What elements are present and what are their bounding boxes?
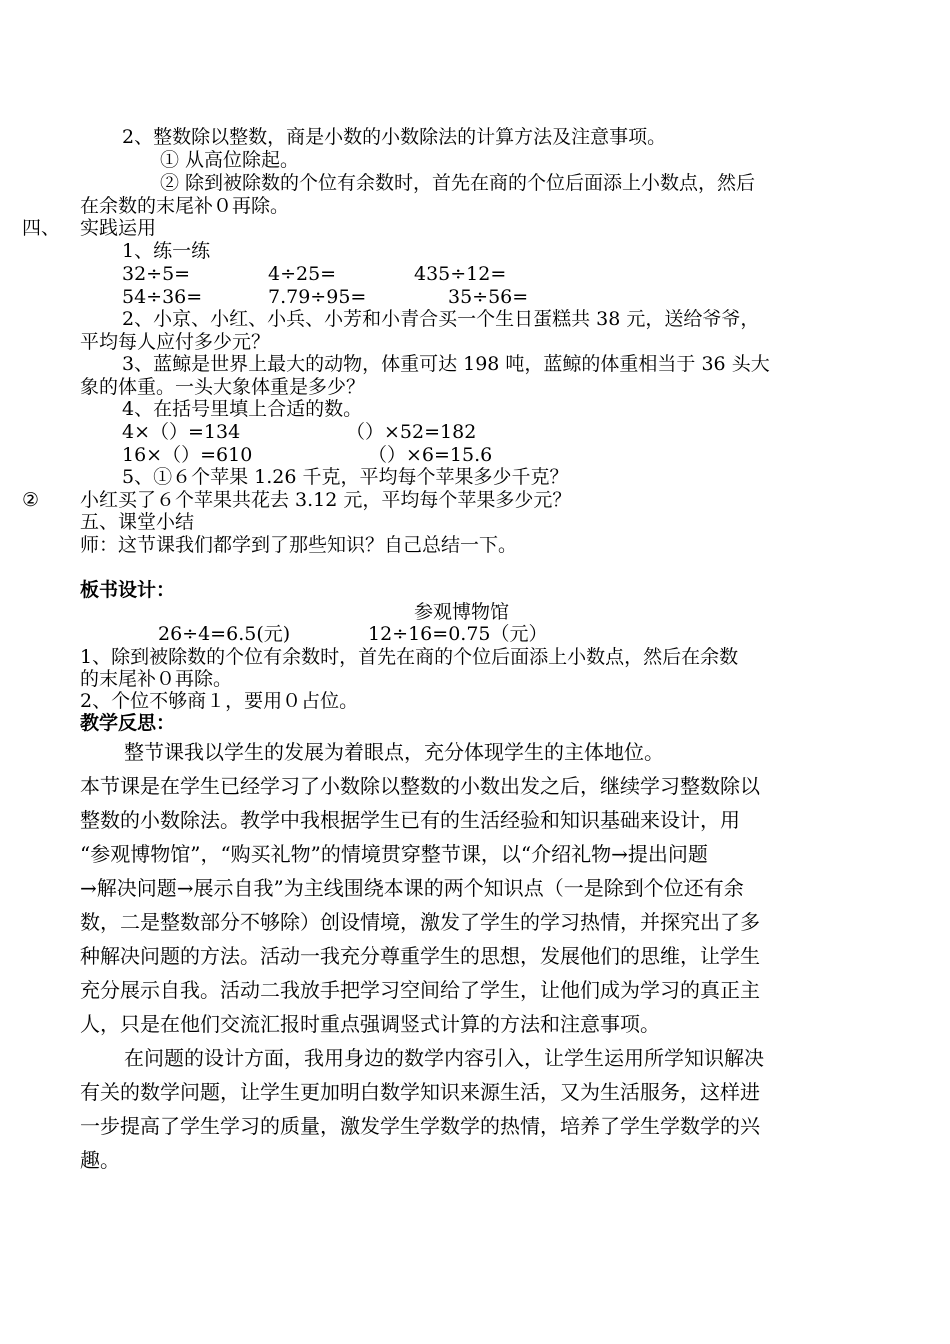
board-note-1-line-1: 1、除到被除数的个位有余数时，首先在商的个位后面添上小数点，然后在余数 <box>80 646 739 668</box>
reflection-line: 种解决问题的方法。活动一我充分尊重学生的思想，发展他们的思维，让学生 <box>80 944 760 968</box>
class-summary-title: 五、课堂小结 <box>80 511 195 533</box>
section-4-marker: 四、 <box>22 217 61 239</box>
exercise-1-item: 54÷36= <box>122 286 203 308</box>
exercise-1-title: 1、练一练 <box>122 240 211 262</box>
exercise-1-item: 7.79÷95= <box>268 286 367 308</box>
board-note-1-line-2: 的末尾补０再除。 <box>80 668 233 690</box>
section-4-title: 实践运用 <box>80 217 157 239</box>
exercise-4-item: 16×（）=610 <box>122 444 253 466</box>
exercise-1-item: 4÷25= <box>268 263 337 285</box>
exercise-5-marker: ② <box>22 489 40 511</box>
method-point-2-title: 2、整数除以整数，商是小数的小数除法的计算方法及注意事项。 <box>122 126 667 148</box>
exercise-2-line-1: 2、小京、小红、小兵、小芳和小青合买一个生日蛋糕共 38 元，送给爷爷， <box>122 308 760 330</box>
class-summary-text: 师：这节课我们都学到了那些知识？自己总结一下。 <box>80 534 518 556</box>
reflection-line: “参观博物馆”，“购买礼物”的情境贯穿整节课，以“介绍礼物→提出问题 <box>80 842 708 866</box>
reflection-line: 趣。 <box>80 1148 120 1172</box>
exercise-4-item: （）×6=15.6 <box>368 444 493 466</box>
exercise-5-line-1: 5、①６个苹果 1.26 千克，平均每个苹果多少千克？ <box>122 466 569 488</box>
reflection-line: 一步提高了学生学习的质量，激发学生学数学的热情，培养了学生学数学的兴 <box>80 1114 760 1138</box>
board-heading: 板书设计： <box>80 579 176 601</box>
reflection-line: 整数的小数除法。教学中我根据学生已有的生活经验和知识基础来设计，用 <box>80 808 740 832</box>
board-equation-1: 26÷4=6.5(元) <box>158 623 291 645</box>
exercise-3-line-1: 3、蓝鲸是世界上最大的动物，体重可达 198 吨，蓝鲸的体重相当于 36 头大 <box>122 353 770 375</box>
method-step-2-line-1: ② 除到被除数的个位有余数时，首先在商的个位后面添上小数点，然后 <box>160 172 756 194</box>
reflection-line: 整节课我以学生的发展为着眼点，充分体现学生的主体地位。 <box>124 740 664 764</box>
exercise-4-title: 4、在括号里填上合适的数。 <box>122 398 363 420</box>
exercise-4-item: 4×（）=134 <box>122 421 241 443</box>
method-step-1: ① 从高位除起。 <box>160 149 300 171</box>
exercise-4-item: （）×52=182 <box>346 421 477 443</box>
reflection-heading: 教学反思： <box>80 712 176 734</box>
reflection-line: 数，二是整数部分不够除）创设情境，激发了学生的学习热情，并探究出了多 <box>80 910 760 934</box>
board-note-2: 2、个位不够商１，要用０占位。 <box>80 690 359 712</box>
board-equation-2: 12÷16=0.75（元） <box>368 623 548 645</box>
reflection-line: →解决问题→展示自我”为主线围绕本课的两个知识点（一是除到个位还有余 <box>80 876 744 900</box>
exercise-2-line-2: 平均每人应付多少元？ <box>80 331 271 353</box>
exercise-5-line-2: 小红买了６个苹果共花去 3.12 元，平均每个苹果多少元？ <box>80 489 572 511</box>
reflection-line: 在问题的设计方面，我用身边的数学内容引入，让学生运用所学知识解决 <box>124 1046 764 1070</box>
exercise-1-item: 435÷12= <box>414 263 507 285</box>
reflection-line: 人，只是在他们交流汇报时重点强调竖式计算的方法和注意事项。 <box>80 1012 660 1036</box>
method-step-2-line-2: 在余数的末尾补０再除。 <box>80 195 290 217</box>
exercise-3-line-2: 象的体重。一头大象体重是多少？ <box>80 376 366 398</box>
reflection-line: 本节课是在学生已经学习了小数除以整数的小数出发之后，继续学习整数除以 <box>80 774 760 798</box>
exercise-1-item: 32÷5= <box>122 263 191 285</box>
reflection-line: 有关的数学问题，让学生更加明白数学知识来源生活，又为生活服务，这样进 <box>80 1080 760 1104</box>
board-title: 参观博物馆 <box>414 601 510 623</box>
reflection-line: 充分展示自我。活动二我放手把学习空间给了学生，让他们成为学习的真正主 <box>80 978 760 1002</box>
exercise-1-item: 35÷56= <box>448 286 529 308</box>
